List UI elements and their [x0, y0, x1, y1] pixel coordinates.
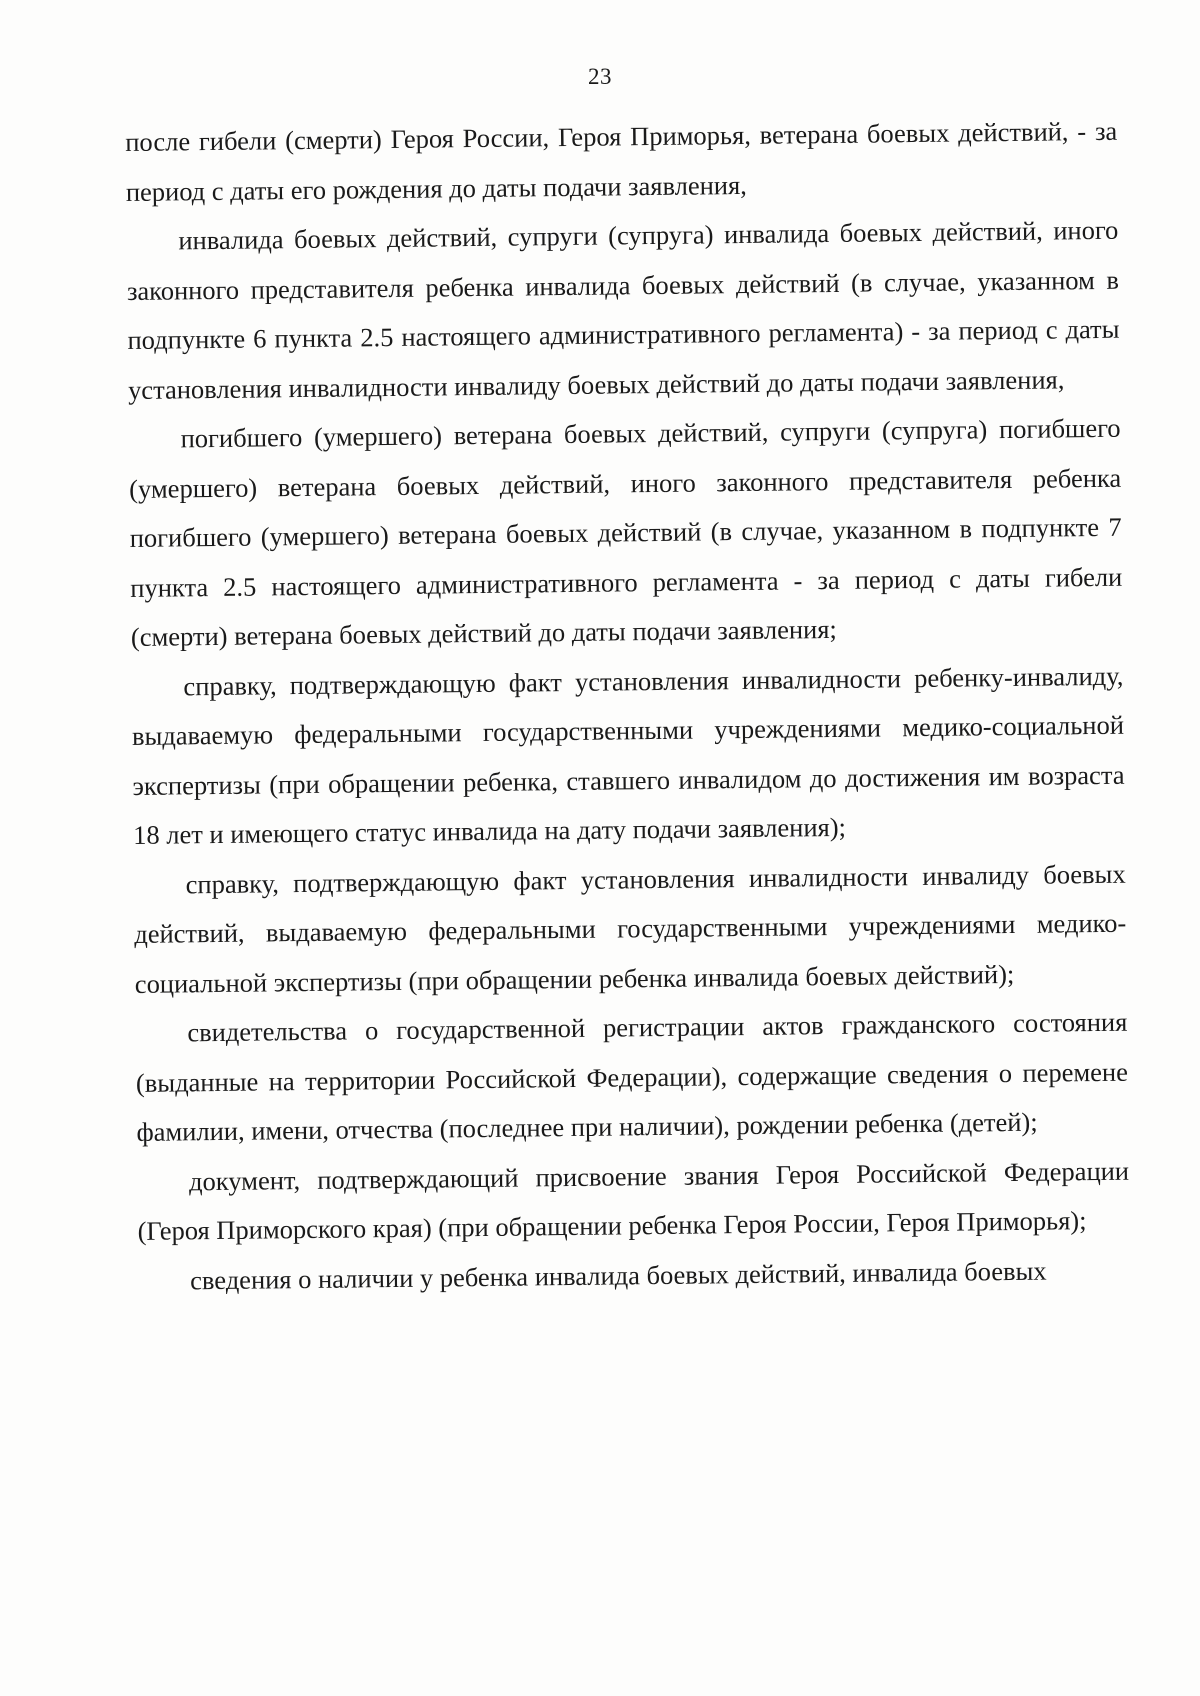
- paragraph: сведения о наличии у ребенка инвалида боевых действий, инвалида боевых: [190, 1255, 1047, 1295]
- paragraph-continuation: после гибели (смерти) Героя России, Героя Приморья, ветерана боевых действий, - за период с даты его рождения до даты подачи заявления,: [125, 115, 1118, 207]
- page-number: 23: [588, 64, 612, 89]
- paragraph: справку, подтверждающую факт установления инвалидности инвалиду боевых действий, выдаваемую федеральными государственными учреждениями медико-социальной экспертизы (при обращении ребенка инвалида боевых действий);: [134, 858, 1127, 999]
- paragraph: документ, подтверждающий присвоение звания Героя Российской Федерации (Героя Приморского края) (при обращении ребенка Героя России, Героя Приморья);: [137, 1155, 1130, 1246]
- paragraph: свидетельства о государственной регистрации актов гражданского состояния (выданные на территории Российской Федерации), содержащие сведения о перемене фамилии, имени, отчества (последнее при наличии), рождении ребенка (детей);: [135, 1006, 1129, 1147]
- paragraph: инвалида боевых действий, супруги (супруга) инвалида боевых действий, иного законного представителя ребенка инвалида боевых действий (в случае, указанном в подпункте 6 пункта 2.5 настоящего административного регламента) - за период с даты установления инвалидности инвалиду боевых действий до даты подачи заявления,: [126, 214, 1120, 405]
- paragraph: справку, подтверждающую факт установления инвалидности ребенку-инвалиду, выдаваемую федеральными государственными учреждениями медико-социальной экспертизы (при обращении ребенка, ставшего инвалидом до достижения им возраста 18 лет и имеющего статус инвалида на дату подачи заявления);: [131, 660, 1125, 850]
- document-body: [125, 107, 1130, 1306]
- paragraph: погибшего (умершего) ветерана боевых действий, супруги (супруга) погибшего (умершего) ветерана боевых действий, иного законного представителя ребенка погибшего (умершего) ветерана боевых действий (в случае, указанном в подпункте 7 пункта 2.5 настоящего административного регламента - за период с даты гибели (смерти) ветерана боевых действий до даты подачи заявления;: [129, 412, 1123, 652]
